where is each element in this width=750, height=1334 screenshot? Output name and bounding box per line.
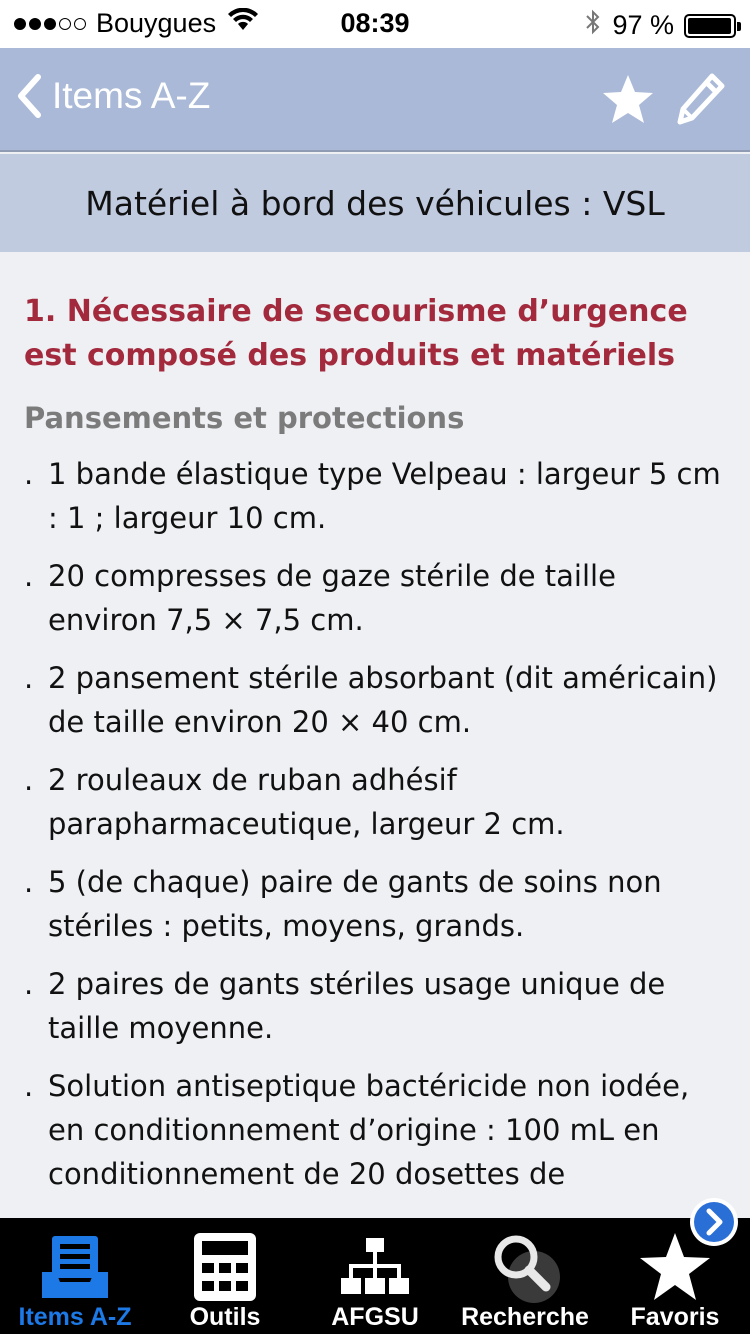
list-item-text: Solution antiseptique bactéricide non iodée, en conditionnement d’origine : 100 mL en conditionnement de 20 dosettes de [48, 1069, 690, 1191]
list-item-text: 1 bande élastique type Velpeau : largeur 5 cm : 1 ; largeur 10 cm. [48, 457, 721, 535]
list-item [24, 962, 726, 1050]
list-item-text: 2 rouleaux de ruban adhésif parapharmaceutique, largeur 2 cm. [48, 763, 565, 841]
nav-actions [600, 72, 726, 132]
back-button-label: Items A-Z [52, 75, 211, 116]
tab-label: Items A-Z [18, 1303, 132, 1331]
chevron-left-icon [16, 74, 42, 118]
star-icon[interactable] [600, 72, 656, 132]
section-title: 1. Nécessaire de secourisme d’urgence est composé des produits et matériels [24, 294, 688, 373]
status-bar [0, 0, 750, 48]
status-time: 08:39 [340, 8, 410, 38]
list-item-text: 5 (de chaque) paire de gants de soins non stériles : petits, moyens, grands. [48, 865, 662, 943]
page-title-band [0, 154, 750, 252]
tab-afgsu[interactable] [300, 1218, 450, 1334]
calculator-icon [190, 1228, 260, 1306]
hierarchy-icon [339, 1228, 411, 1306]
list-bullet: . [24, 661, 34, 695]
list-item [24, 860, 726, 948]
tab-label: Recherche [461, 1303, 589, 1331]
list-item [24, 656, 726, 744]
battery-tip [737, 22, 741, 31]
list-item [24, 1064, 726, 1196]
subsection-title: Pansements et protections [24, 401, 465, 435]
item-list [24, 452, 726, 1196]
tab-bar [0, 1218, 750, 1334]
tab-label: Favoris [630, 1303, 720, 1331]
tab-recherche[interactable] [450, 1218, 600, 1334]
pencil-icon[interactable] [674, 72, 726, 132]
list-item-text: 2 pansement stérile absorbant (dit américain) de taille environ 20 × 40 cm. [48, 661, 718, 739]
bluetooth-icon [584, 8, 602, 43]
chevron-right-circle-icon [688, 1196, 740, 1248]
back-button[interactable] [16, 74, 210, 118]
list-bullet: . [24, 967, 34, 1001]
article-content[interactable] [0, 252, 750, 1218]
navigation-bar [0, 48, 750, 152]
tab-label: Outils [189, 1303, 261, 1331]
tab-items-a-z[interactable] [0, 1218, 150, 1334]
battery-percent: 97 % [612, 10, 674, 40]
list-bullet: . [24, 865, 34, 899]
list-item-text: 20 compresses de gaze stérile de taille environ 7,5 × 7,5 cm. [48, 559, 616, 637]
list-bullet: . [24, 763, 34, 797]
list-item [24, 452, 726, 540]
tab-label: AFGSU [331, 1303, 419, 1331]
list-bullet: . [24, 1069, 34, 1103]
list-bullet: . [24, 559, 34, 593]
battery-level [688, 18, 731, 34]
list-item-text: 2 paires de gants stériles usage unique de taille moyenne. [48, 967, 666, 1045]
inbox-list-icon [38, 1228, 112, 1306]
page-title: Matériel à bord des véhicules : VSL [85, 183, 665, 223]
battery-icon [684, 14, 736, 38]
tab-outils[interactable] [150, 1218, 300, 1334]
status-right [584, 8, 736, 43]
carrier-name: Bouygues [96, 8, 217, 38]
list-item [24, 554, 726, 642]
magnifier-icon [486, 1228, 564, 1306]
list-item [24, 758, 726, 846]
list-bullet: . [24, 457, 34, 491]
next-arrow-button[interactable] [688, 1196, 740, 1252]
